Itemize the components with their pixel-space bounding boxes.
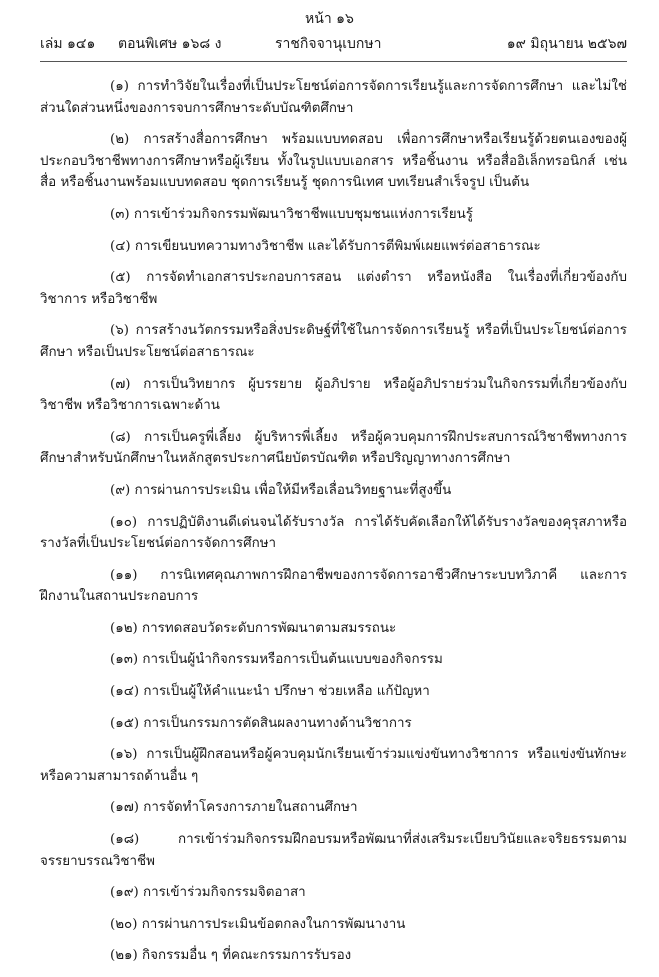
list-item-10: (๑๐) การปฏิบัติงานดีเด่นจนได้รับรางวัล การได้รับคัดเลือกให้ได้รับรางวัลของคุรุสภาหรือรางวัลที่เป็นประโยชน์ต่อการจัดการศึกษา — [40, 514, 627, 552]
list-item-9: (๙) การผ่านการประเมิน เพื่อให้มีหรือเลื่อนวิทยฐานะที่สูงขึ้น — [110, 482, 452, 498]
list-item-13: (๑๓) การเป็นผู้นำกิจกรรมหรือการเป็นต้นแบบของกิจกรรม — [110, 652, 443, 668]
list-item-7: (๗) การเป็นวิทยากร ผู้บรรยาย ผู้อภิปราย หรือผู้อภิปรายร่วมในกิจกรรมที่เกี่ยวข้องกับวิชาชีพ หรือวิชาการเฉพาะด้าน — [40, 376, 627, 414]
list-item-5: (๕) การจัดทำเอกสารประกอบการสอน แต่งตำรา หรือหนังสือ ในเรื่องที่เกี่ยวข้องกับวิชาการ หรือวิชาชีพ — [40, 270, 627, 307]
list-item-19: (๑๙) การเข้าร่วมกิจกรรมจิตอาสา — [110, 885, 306, 901]
header-gazette-name: ราชกิจจานุเบกษา — [275, 36, 382, 52]
header-section: ตอนพิเศษ ๑๖๘ ง — [118, 36, 222, 52]
list-item-14: (๑๔) การเป็นผู้ให้คำแนะนำ ปรึกษา ช่วยเหลือ แก้ปัญหา — [110, 684, 430, 700]
header-volume: เล่ม ๑๔๑ — [40, 36, 96, 52]
list-item-21: (๒๑) กิจกรรมอื่น ๆ ที่คณะกรรมการรับรอง — [110, 948, 352, 964]
list-item-1: (๑) การทำวิจัยในเรื่องที่เป็นประโยชน์ต่อการจัดการเรียนรู้และการจัดการศึกษา และไม่ใช่ส่วนใดส่วนหนึ่งของการจบการศึกษาระดับบัณฑิตศึกษา — [40, 79, 627, 116]
list-item-15: (๑๕) การเป็นกรรมการตัดสินผลงานทางด้านวิชาการ — [110, 715, 412, 731]
list-item-4: (๔) การเขียนบทความทางวิชาชีพ และได้รับการตีพิมพ์เผยแพร่ต่อสาธารณะ — [110, 238, 541, 254]
list-item-6: (๖) การสร้างนวัตกรรมหรือสิ่งประดิษฐ์ที่ใช้ในการจัดการเรียนรู้ หรือที่เป็นประโยชน์ต่อการศึกษา หรือเป็นประโยชน์ต่อสาธารณะ — [40, 323, 627, 360]
header-divider — [40, 61, 627, 62]
header-date: ๑๙ มิถุนายน ๒๕๖๗ — [506, 36, 627, 52]
gazette-header — [40, 33, 627, 55]
list-item-17: (๑๗) การจัดทำโครงการภายในสถานศึกษา — [110, 800, 358, 816]
list-item-11: (๑๑) การนิเทศคุณภาพการฝึกอาชีพของการจัดการอาชีวศึกษาระบบทวิภาคี และการฝึกงานในสถานประกอบการ — [40, 567, 627, 605]
list-item-16: (๑๖) การเป็นผู้ฝึกสอนหรือผู้ควบคุมนักเรียนเข้าร่วมแข่งขันทางวิชาการ หรือแข่งขันทักษะหรือความสามารถด้านอื่น ๆ — [40, 747, 627, 784]
list-item-2: (๒) การสร้างสื่อการศึกษา พร้อมแบบทดสอบ เพื่อการศึกษาหรือเรียนรู้ด้วยตนเองของผู้ประกอบวิชาชีพทางการศึกษาหรือผู้เรียน ทั้งในรูปแบบเอกสาร หรือชิ้นงาน หรือสื่ออิเล็กทรอนิกส์ เช่น สื่อ หรือชิ้นงานพร้อมแบบทดสอบ ชุดการเรียนรู้ ชุดการนิเทศ บทเรียนสำเร็จรูป เป็นต้น — [40, 132, 627, 191]
document-body — [40, 76, 627, 977]
list-item-12: (๑๒) การทดสอบวัดระดับการพัฒนาตามสมรรถนะ — [110, 620, 397, 636]
list-item-8: (๘) การเป็นครูพี่เลี้ยง ผู้บริหารพี่เลี้ยง หรือผู้ควบคุมการฝึกประสบการณ์วิชาชีพทางการศึกษาสำหรับนักศึกษาในหลักสูตรประกาศนียบัตรบัณฑิต หรือปริญญาทางการศึกษา — [40, 429, 627, 467]
list-item-3: (๓) การเข้าร่วมกิจกรรมพัฒนาวิชาชีพแบบชุมชนแห่งการเรียนรู้ — [110, 206, 473, 222]
list-item-18: (๑๘) การเข้าร่วมกิจกรรมฝึกอบรมหรือพัฒนาที่ส่งเสริมระเบียบวินัยและจริยธรรมตามจรรยาบรรณวิชาชีพ — [40, 832, 627, 869]
page-number: หน้า ๑๖ — [305, 11, 354, 27]
list-item-20: (๒๐) การผ่านการประเมินข้อตกลงในการพัฒนางาน — [110, 916, 406, 932]
